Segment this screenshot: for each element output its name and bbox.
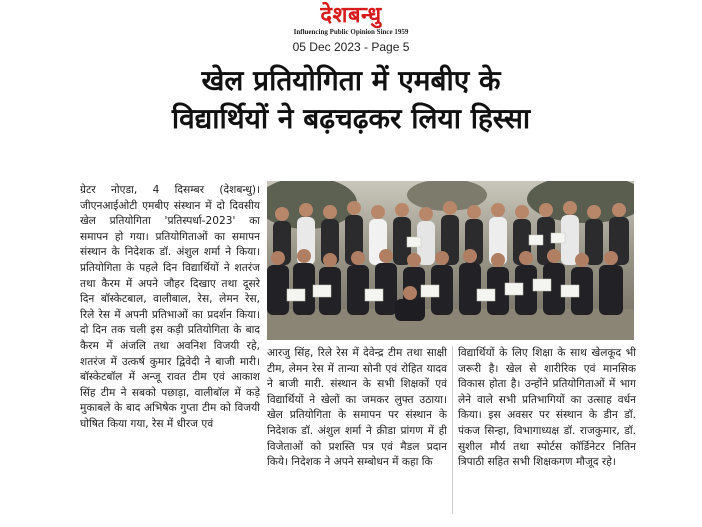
headline [40,62,662,138]
masthead [0,4,702,54]
headline-line-2: विद्यार्थियों ने बढ़चढ़कर लिया हिस्सा [171,102,531,135]
group-photo [267,181,634,340]
column-divider [452,346,453,514]
date-page: 05 Dec 2023 - Page 5 [292,40,410,54]
newspaper-logo: देशबन्धु [320,3,382,28]
article-column-3: विद्यार्थियों के लिए शिक्षा के साथ खेलकूद भी जरूरी है। खेल से शारीरिक एवं मानसिक विकास होता है। उन्होंने प्रतियोगिताओं में भाग लेने वाले सभी प्रतिभागियों का उत्साह वर्धन किया। इस अवसर पर संस्थान के डीन डॉ. पंकज सिन्हा, विभागाध्यक्ष डॉ. राजकुमार, डॉ. सुशील मौर्य तथा स्पोर्टस कॉर्डिनेटर नितिन त्रिपाठी सहित सभी शिक्षकगण मौजूद रहे। [458,347,636,469]
headline-line-1: खेल प्रतियोगिता में एमबीए के [201,64,501,97]
tagline: Influencing Public Opinion Since 1959 [293,28,409,36]
article-column-2: आरजु सिंह, रिले रेस में देवेन्द्र टीम तथा साक्षी टीम, लेमन रेस में तान्या सोनी एवं रोहित यादव ने बाजी मारी. संस्थान के सभी शिक्षकों एवं विद्यार्थियों ने खेलों का जमकर लुफ्त उठाया। खेल प्रतियोगिता के समापन पर संस्थान के निदेशक डॉ. अंशुल शर्मा ने क्रीडा प्रांगण में ही विजेताओं को प्रशस्ति पत्र एवं मैडल प्रदान किये। निदेशक ने अपने सम्बोधन में कहा कि [267,347,447,469]
article-column-1: ग्रेटर नोएडा, 4 दिसम्बर (देशबन्धु)। जीएनआईओटी एमबीए संस्थान में दो दिवसीय खेल प्रतियोगिता 'प्रतिस्पर्धा-2023' का समापन हो गया। प्रतियोगिताओं का समापन संस्थान के निदेशक डॉ. अंशुल शर्मा ने किया। प्रतियोगिता के पहले दिन विद्यार्थियों ने शतरंज तथा कैरम में अपने जौहर दिखाए तथा दूसरे दिन बॉस्केटबाल, वालीबाल, रेस, लेमन रेस, रिले रेस में अपनी प्रतिभाओं का प्रदर्शन किया। दो दिन तक चली इस कड़ी प्रतियोगिता के बाद कैरम में अंजलि तथा अवनिश विजयी रहे, शतरंज में उत्कर्ष कुमार द्विवेदी ने बाजी मारी। बॉस्केटबॉल में अन्जू रावत टीम एवं आकाश सिंह टीम ने सबको पछाड़ा, वालीबॉल में कड़े मुकाबले के बाद अभिषेक गुप्ता टीम को विजयी घोषित किया गया, रेस में धीरज एवं [80,184,260,430]
